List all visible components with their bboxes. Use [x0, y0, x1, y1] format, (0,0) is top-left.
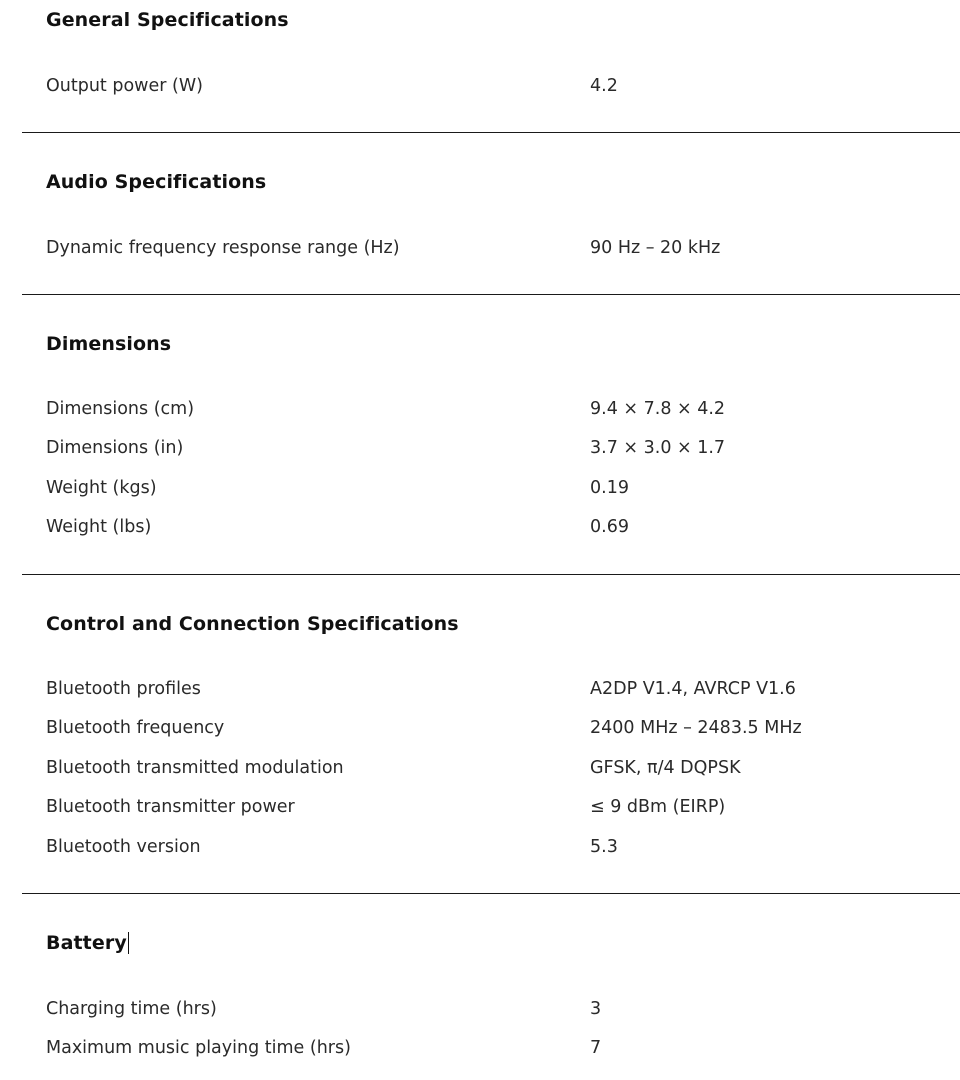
- spec-row-weight-lbs: [0, 515, 960, 539]
- spec-value: 5.3: [590, 837, 618, 857]
- spec-row-output-power: [0, 74, 960, 98]
- spec-row-music-playing-time: [0, 1036, 960, 1060]
- spec-value: GFSK, π/4 DQPSK: [590, 758, 741, 778]
- spec-row-bluetooth-version: [0, 835, 960, 859]
- spec-row-bluetooth-power: [0, 795, 960, 819]
- spec-label: Output power (W): [46, 76, 203, 96]
- section-divider: [22, 132, 960, 133]
- spec-value: 0.69: [590, 517, 629, 537]
- spec-label: Dimensions (cm): [46, 399, 195, 419]
- section-divider: [22, 294, 960, 295]
- spec-label: Bluetooth profiles: [46, 679, 201, 699]
- spec-value: 90 Hz – 20 kHz: [590, 238, 721, 258]
- spec-value: 4.2: [590, 76, 618, 96]
- spec-row-weight-kgs: [0, 476, 960, 500]
- spec-label: Weight (lbs): [46, 517, 152, 537]
- spec-row-bluetooth-profiles: [0, 677, 960, 701]
- spec-row-charging-time: [0, 997, 960, 1021]
- spec-value: 2400 MHz – 2483.5 MHz: [590, 718, 802, 738]
- spec-value: A2DP V1.4, AVRCP V1.6: [590, 679, 796, 699]
- spec-label: Bluetooth frequency: [46, 718, 225, 738]
- spec-row-bluetooth-modulation: [0, 756, 960, 780]
- spec-value: 0.19: [590, 478, 629, 498]
- section-title-audio: Audio Specifications: [46, 171, 267, 193]
- spec-row-dimensions-in: [0, 436, 960, 460]
- spec-label: Dynamic frequency response range (Hz): [46, 238, 400, 258]
- spec-row-frequency-response: [0, 236, 960, 260]
- spec-value: 3: [590, 999, 602, 1019]
- spec-label: Bluetooth version: [46, 837, 201, 857]
- section-title-dimensions: Dimensions: [46, 333, 172, 355]
- spec-value: 3.7 × 3.0 × 1.7: [590, 438, 726, 458]
- section-title-general: General Specifications: [46, 9, 289, 31]
- section-title-control-connection: Control and Connection Specifications: [46, 613, 459, 635]
- section-title-text: Battery: [46, 932, 127, 954]
- spec-row-bluetooth-frequency: [0, 716, 960, 740]
- section-title-battery: [46, 931, 129, 955]
- spec-value: 7: [590, 1038, 602, 1058]
- spec-label: Bluetooth transmitter power: [46, 797, 295, 817]
- spec-label: Bluetooth transmitted modulation: [46, 758, 344, 778]
- spec-row-dimensions-cm: [0, 397, 960, 421]
- spec-label: Charging time (hrs): [46, 999, 217, 1019]
- spec-label: Weight (kgs): [46, 478, 157, 498]
- section-divider: [22, 893, 960, 894]
- text-cursor: [128, 932, 129, 954]
- spec-value: ≤ 9 dBm (EIRP): [590, 797, 726, 817]
- section-divider: [22, 574, 960, 575]
- spec-label: Maximum music playing time (hrs): [46, 1038, 351, 1058]
- spec-value: 9.4 × 7.8 × 4.2: [590, 399, 726, 419]
- spec-label: Dimensions (in): [46, 438, 184, 458]
